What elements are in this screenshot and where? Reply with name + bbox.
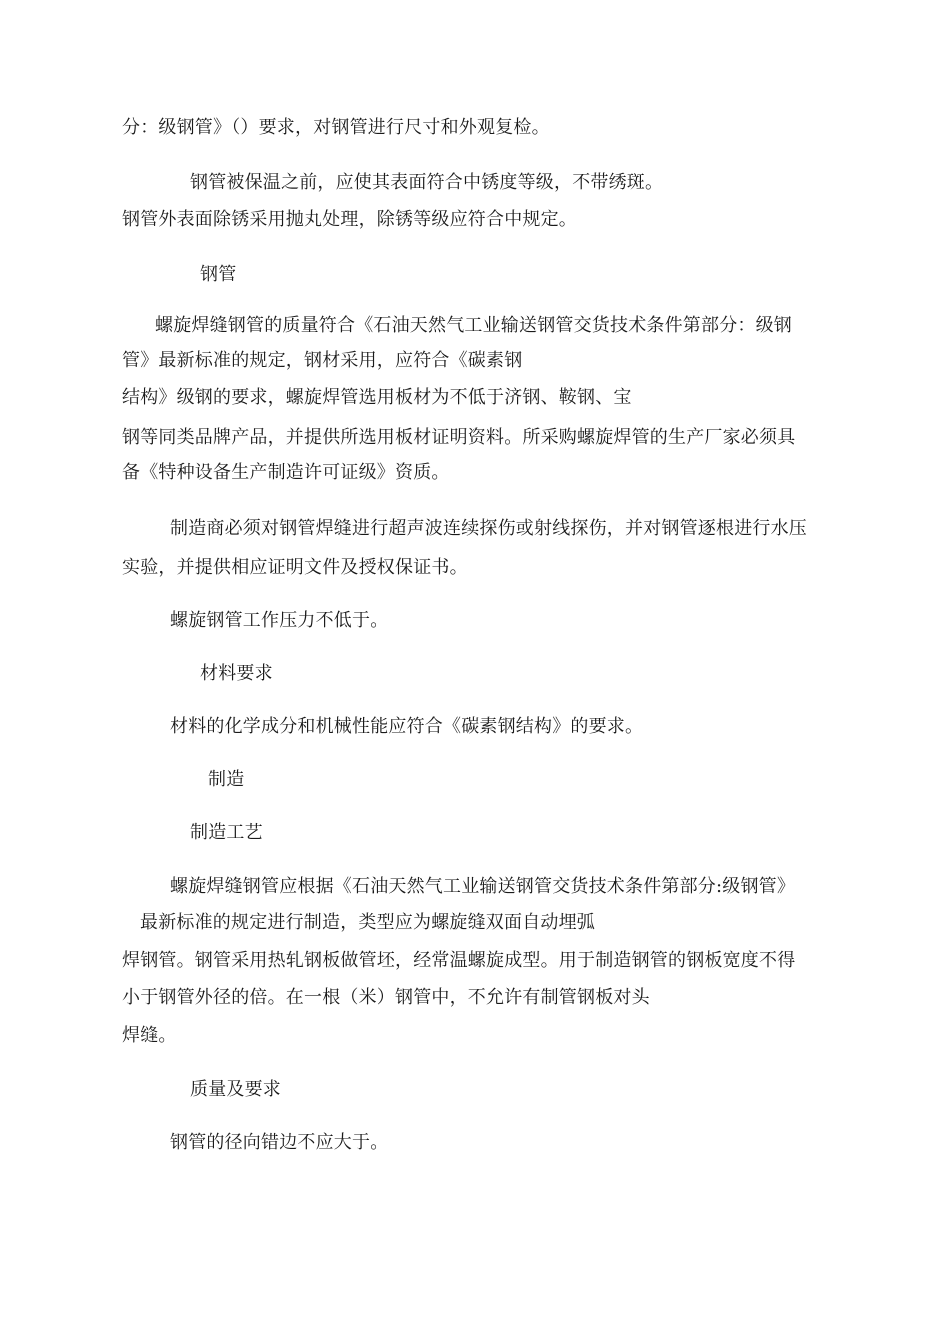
text-line: 实验，并提供相应证明文件及授权保证书。: [122, 557, 468, 578]
text-line: 钢管外表面除锈采用抛丸处理，除锈等级应符合中规定。: [122, 209, 577, 230]
text-line: 焊钢管。钢管采用热轧钢板做管坯，经常温螺旋成型。用于制造钢管的钢板宽度不得: [122, 950, 796, 971]
text-line: 钢管的径向错边不应大于。: [170, 1132, 389, 1153]
text-line: 备《特种设备生产制造许可证级》资质。: [122, 462, 450, 483]
text-line: 结构》级钢的要求，螺旋焊管选用板材为不低于济钢、鞍钢、宝: [122, 387, 632, 408]
section-heading: 制造: [208, 769, 245, 790]
text-line: 材料的化学成分和机械性能应符合《碳素钢结构》的要求。: [170, 716, 644, 737]
section-heading: 材料要求: [200, 663, 273, 684]
text-line: 螺旋焊缝钢管的质量符合《石油天然气工业输送钢管交货技术条件第部分：级钢: [155, 315, 792, 336]
section-heading: 制造工艺: [190, 822, 263, 843]
text-line: 管》最新标准的规定，钢材采用，应符合《碳素钢: [122, 350, 523, 371]
section-heading: 质量及要求: [190, 1079, 281, 1100]
text-line: 螺旋焊缝钢管应根据《石油天然气工业输送钢管交货技术条件第部分:级钢管》: [170, 876, 796, 897]
text-line: 焊缝。: [122, 1025, 177, 1046]
text-line: 钢管被保温之前，应使其表面符合中锈度等级，不带绣斑。: [190, 172, 664, 193]
text-line: 螺旋钢管工作压力不低于。: [170, 610, 389, 631]
text-line: 分：级钢管》（）要求，对钢管进行尺寸和外观复检。: [122, 117, 550, 138]
text-line: 钢等同类品牌产品，并提供所选用板材证明资料。所采购螺旋焊管的生产厂家必须具: [122, 427, 796, 448]
text-line: 小于钢管外径的倍。在一根（米）钢管中，不允许有制管钢板对头: [122, 987, 650, 1008]
section-heading: 钢管: [200, 264, 237, 285]
text-line: 制造商必须对钢管焊缝进行超声波连续探伤或射线探伤，并对钢管逐根进行水压: [170, 518, 807, 539]
text-line: 最新标准的规定进行制造，类型应为螺旋缝双面自动埋弧: [140, 912, 595, 933]
